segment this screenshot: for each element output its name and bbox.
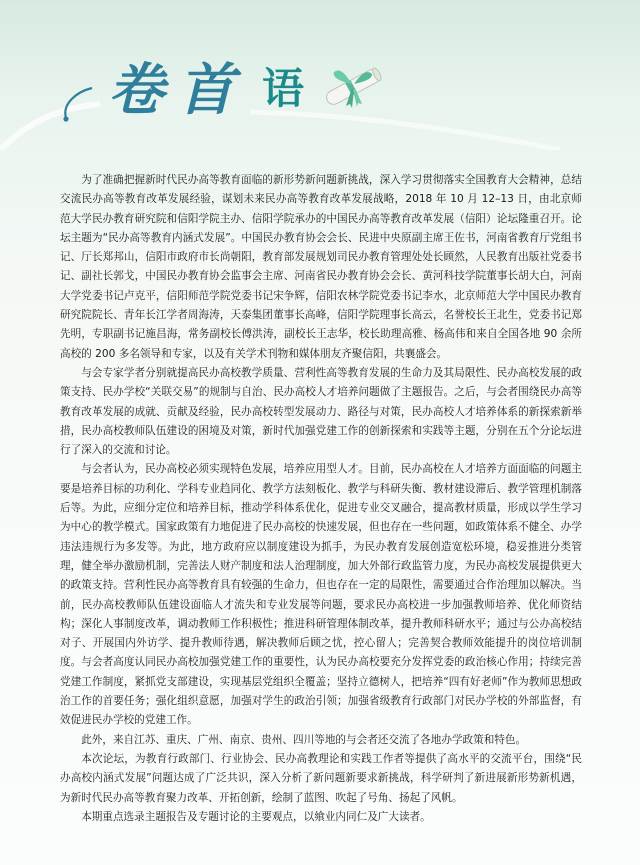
- paragraph-1: 为了准确把握新时代民办高等教育面临的新形势新问题新挑战，深入学习贯彻落实全国教育大会精神，总结交流民办高等教育改革发展经验，谋划未来民办高等教育改革发展战略，2018 年 10 月 12–13 日，由北京师范大学民办教育研究院和信阳学院主办、信阳学院承办的中国民办高等教育改革发展（信阳）论坛隆重召开。论坛主题为“民办高等教育内涵式发展”。中国民办教育协会会长、民进中央原副主席王佐书，河南省教育厅党组书记、厅长郑邦山，信阳市政府市长尚朝阳，教育部发展规划司民办教育管理处处长顾然，人民教育出版社党委书记、副社长郭戈，中国民办教育协会监事会主席、河南省民办教育协会会长、黄河科技学院董事长胡大白，河南大学党委书记卢克平，信阳师范学院党委书记宋争辉，信阳农林学院党委书记李水，北京师范大学中国民办教育研究院院长、青年长江学者周海涛，天泰集团董事长高峰，信阳学院理事长高云，名誉校长王北生，党委书记郑先明，专职副书记施昌海，常务副校长傅洪涛，副校长王志华，校长助理高雅、杨高伟和来自全国各地 90 余所高校的 200 多名领导和专家，以及有关学术刊物和媒体朋友齐聚信阳，共襄盛会。: [60, 174, 582, 360]
- rolled-scroll-with-ribbon-icon: [318, 58, 388, 116]
- paragraph-3: 与会者认为，民办高校必须实现特色发展，培养应用型人才。目前，民办高校在人才培养方面面临的问题主要是培养目标的功利化、学科专业趋同化、教学方法刻板化、教学与科研失衡、教材建设滞后、教学管理机制落后等。为此，应细分定位和培养目标，推动学科体系优化，促进专业交叉融合，提高教材质量，形成以学生学习为中心的教学模式。国家政策有力地促进了民办高校的快速发展，但也存在一些问题，如政策体系不健全、办学违法违规行为多发等。为此，地方政府应以制度建设为抓手，为民办教育发展创造宽松环境，稳妥推进分类管理，健全举办激励机制，完善法人财产制度和法人治理制度，加大外部行政监管力度，为民办高校发展提供更大的政策支持。营利性民办高等教育具有较强的生命力，但也存在一定的局限性，需要通过合作治理加以解决。当前，民办高校教师队伍建设面临人才流失和专业发展等问题，要求民办高校进一步加强教师培养、优化师资结构；深化人事制度改革，调动教师工作积极性；推进科研管理体制改革，提升教师科研水平；通过与公办高校结对子、开展国内外访学、提升教师待遇，解决教师后顾之忧，控心留人；完善契合教师效能提升的岗位培训制度。与会者高度认同民办高校加强党建工作的重要性，认为民办高校要充分发挥党委的政治核心作用；持续完善党建工作制度，紧抓党支部建设，实现基层党组织全覆盖；坚持立德树人，把培养“四有好老师”作为教师思想政治工作的首要任务；强化组织意愿，加强对学生的政治引领；加强省级教育行政部门对民办学校的外部监督，有效促进民办学校的党建工作。: [60, 463, 582, 727]
- paragraph-4: 此外，来自江苏、重庆、广州、南京、贵州、四川等地的与会者还交流了各地办学政策和特色。: [81, 733, 527, 746]
- page-header: [0, 0, 640, 150]
- header-title-char-2: 首: [178, 57, 232, 123]
- header-title-char-3: 语: [262, 64, 305, 113]
- header-title-char-1: 卷: [108, 57, 162, 123]
- paragraph-2: 与会专家学者分别就提高民办高校教学质量、营利性高等教育发展的生命力及其局限性、民办高校发展的政策支持、民办学校“关联交易”的规制与自治、民办高校人才培养问题做了主题报告。之后，与会者围绕民办高等教育改革发展的成就、贡献及经验，民办高校转型发展动力、路径与对策，民办高校人才培养体系的新探索新举措，民办高校教师队伍建设的困境及对策，新时代加强党建工作的创新探索和实践等主题，分别在五个分论坛进行了深入的交流和讨论。: [60, 366, 582, 457]
- paragraph-6: 本期重点选录主题报告及专题讨论的主要观点，以飨业内同仁及广大读者。: [81, 810, 431, 823]
- article-body: [60, 171, 582, 827]
- paragraph-5: 本次论坛，为教育行政部门、行业协会、民办高教理论和实践工作者等提供了高水平的交流平台，围绕“民办高校内涵式发展”问题达成了广泛共识，深入分析了新问题新要求新挑战，科学研判了新进展新形势新机遇，为新时代民办高等教育聚力改革、开拓创新，绘制了蓝图、吹起了号角、扬起了风帆。: [60, 752, 582, 804]
